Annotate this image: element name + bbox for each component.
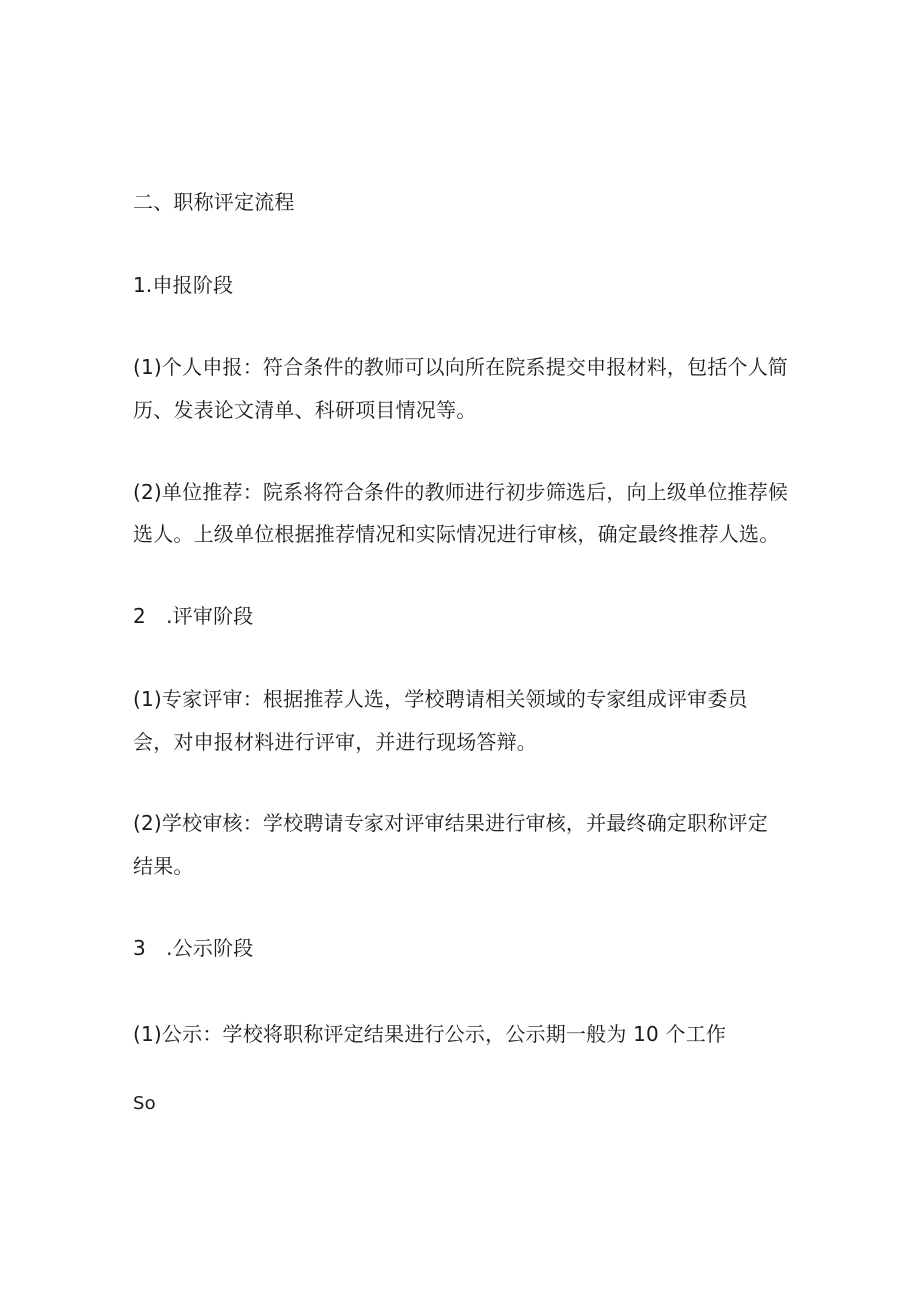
section-heading: 二、职称评定流程 [133,190,295,214]
stage1-heading: 1.申报阶段 [133,273,234,297]
stage2-item2-line1: (2)学校审核：学校聘请专家对评审结果进行审核，并最终确定职称评定 [133,811,768,835]
stage1-item2-line2: 选人。上级单位根据推荐情况和实际情况进行审核，确定最终推荐人选。 [133,522,780,546]
stage2-item2-line2: 结果。 [133,854,194,878]
stage1-item2-line1: (2)单位推荐：院系将符合条件的教师进行初步筛选后，向上级单位推荐候 [133,480,789,504]
stage2-item1-line2: 会，对申报材料进行评审，并进行现场答辩。 [133,730,537,754]
stage3-item1-line1: (1)公示：学校将职称评定结果进行公示，公示期一般为 10 个工作 [133,1022,727,1046]
stage1-item1-line1: (1)个人申报：符合条件的教师可以向所在院系提交申报材料，包括个人简 [133,355,789,379]
stage2-item1-line1: (1)专家评审：根据推荐人选，学校聘请相关领域的专家组成评审委员 [133,687,748,711]
stage1-item1-line2: 历、发表论文清单、科研项目情况等。 [133,398,477,422]
stage3-heading: 3 .公示阶段 [133,936,254,960]
trailing-text: So [133,1093,156,1114]
stage2-heading: 2 .评审阶段 [133,604,254,628]
